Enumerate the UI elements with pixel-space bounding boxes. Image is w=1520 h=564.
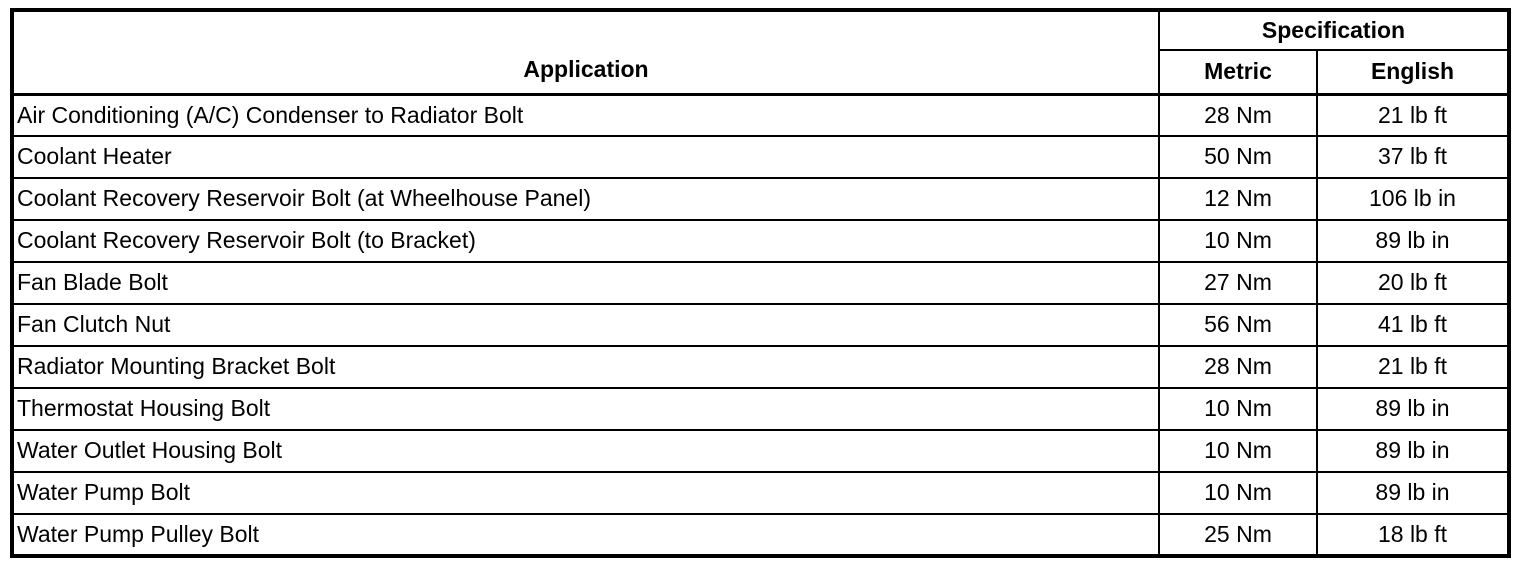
specification-column-header: Specification xyxy=(1159,10,1509,50)
application-cell: Radiator Mounting Bracket Bolt xyxy=(12,346,1159,388)
header-row-specification xyxy=(12,10,1509,50)
english-cell: 21 lb ft xyxy=(1317,94,1509,136)
application-cell: Coolant Heater xyxy=(12,136,1159,178)
table-row xyxy=(12,388,1509,430)
table-header xyxy=(12,10,1509,94)
metric-cell: 10 Nm xyxy=(1159,388,1317,430)
application-cell: Thermostat Housing Bolt xyxy=(12,388,1159,430)
table-row xyxy=(12,514,1509,556)
metric-cell: 10 Nm xyxy=(1159,472,1317,514)
metric-cell: 25 Nm xyxy=(1159,514,1317,556)
table-row xyxy=(12,262,1509,304)
metric-cell: 28 Nm xyxy=(1159,346,1317,388)
metric-column-header: Metric xyxy=(1159,50,1317,94)
table-body xyxy=(12,94,1509,556)
english-cell: 21 lb ft xyxy=(1317,346,1509,388)
english-cell: 18 lb ft xyxy=(1317,514,1509,556)
application-cell: Water Pump Pulley Bolt xyxy=(12,514,1159,556)
english-cell: 89 lb in xyxy=(1317,220,1509,262)
application-cell: Fan Blade Bolt xyxy=(12,262,1159,304)
table-row xyxy=(12,346,1509,388)
metric-cell: 10 Nm xyxy=(1159,430,1317,472)
table-row xyxy=(12,472,1509,514)
application-column-header: Application xyxy=(12,10,1159,94)
metric-cell: 50 Nm xyxy=(1159,136,1317,178)
metric-cell: 56 Nm xyxy=(1159,304,1317,346)
application-cell: Fan Clutch Nut xyxy=(12,304,1159,346)
application-cell: Air Conditioning (A/C) Condenser to Radiator Bolt xyxy=(12,94,1159,136)
application-cell: Water Outlet Housing Bolt xyxy=(12,430,1159,472)
english-cell: 37 lb ft xyxy=(1317,136,1509,178)
english-cell: 89 lb in xyxy=(1317,430,1509,472)
english-cell: 89 lb in xyxy=(1317,388,1509,430)
metric-cell: 10 Nm xyxy=(1159,220,1317,262)
application-cell: Coolant Recovery Reservoir Bolt (at Wheelhouse Panel) xyxy=(12,178,1159,220)
table-row xyxy=(12,304,1509,346)
metric-cell: 27 Nm xyxy=(1159,262,1317,304)
table-row xyxy=(12,178,1509,220)
english-cell: 20 lb ft xyxy=(1317,262,1509,304)
english-cell: 89 lb in xyxy=(1317,472,1509,514)
english-column-header: English xyxy=(1317,50,1509,94)
application-cell: Water Pump Bolt xyxy=(12,472,1159,514)
table-row xyxy=(12,220,1509,262)
fastener-spec-table xyxy=(10,8,1511,558)
table-row xyxy=(12,136,1509,178)
table-row xyxy=(12,430,1509,472)
application-cell: Coolant Recovery Reservoir Bolt (to Bracket) xyxy=(12,220,1159,262)
english-cell: 41 lb ft xyxy=(1317,304,1509,346)
metric-cell: 28 Nm xyxy=(1159,94,1317,136)
english-cell: 106 lb in xyxy=(1317,178,1509,220)
table-row xyxy=(12,94,1509,136)
metric-cell: 12 Nm xyxy=(1159,178,1317,220)
